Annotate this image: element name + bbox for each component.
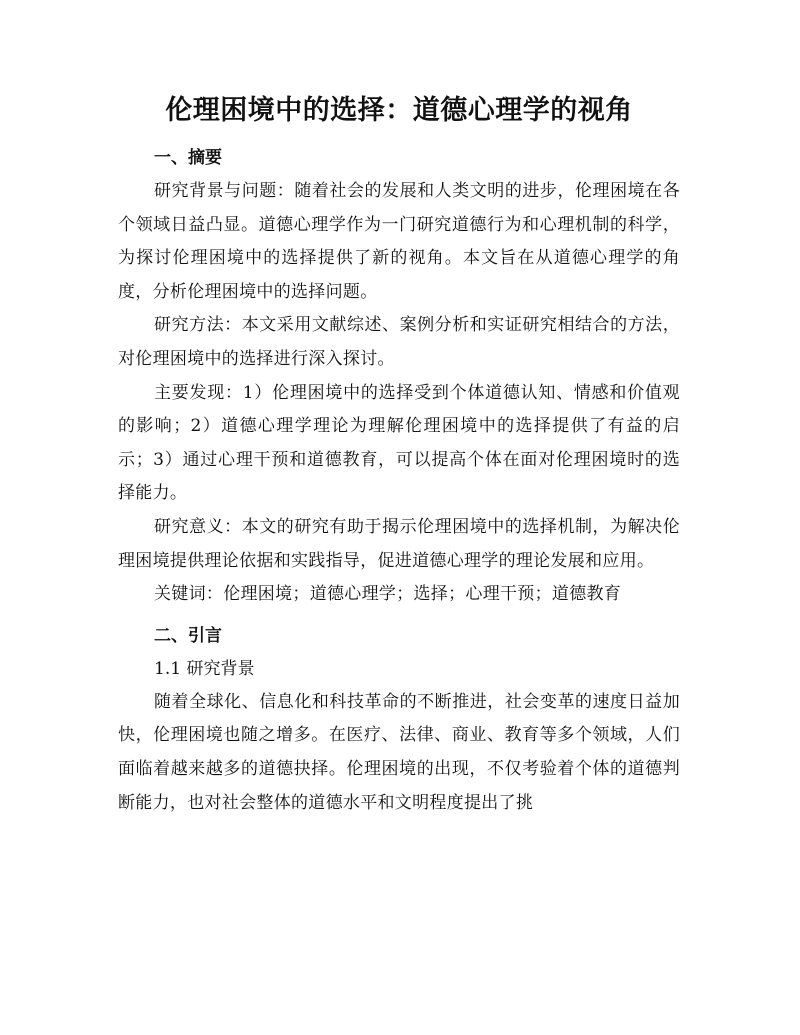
introduction-heading: 二、引言: [154, 625, 222, 646]
abstract-findings-paragraph: 主要发现：1）伦理困境中的选择受到个体道德认知、情感和价值观的影响；2）道德心理学理论为理解伦理困境中的选择提供了有益的启示；3）通过心理干预和道德教育，可以提高个体在面对伦理困境时的选择能力。: [118, 382, 680, 504]
abstract-heading: 一、摘要: [154, 148, 222, 168]
abstract-significance-paragraph: 研究意义：本文的研究有助于揭示伦理困境中的选择机制，为解决伦理困境提供理论依据和实践指导，促进道德心理学的理论发展和应用。: [118, 516, 680, 571]
keywords-line: 关键词：伦理困境；道德心理学；选择；心理干预；道德教育: [154, 584, 622, 605]
abstract-method-paragraph: 研究方法：本文采用文献综述、案例分析和实证研究相结合的方法，对伦理困境中的选择进行深入探讨。: [118, 315, 680, 369]
abstract-background-paragraph: 研究背景与问题：随着社会的发展和人类文明的进步，伦理困境在各个领域日益凸显。道德心理学作为一门研究道德行为和心理机制的科学，为探讨伦理困境中的选择提供了新的视角。本文旨在从道德心理学的角度，分析伦理困境中的选择问题。: [118, 181, 680, 302]
introduction-paragraph: 随着全球化、信息化和科技革命的不断推进，社会变革的速度日益加快，伦理困境也随之增多。在医疗、法律、商业、教育等多个领域，人们面临着越来越多的道德抉择。伦理困境的出现，不仅考验着个体的道德判断能力，也对社会整体的道德水平和文明程度提出了挑: [118, 691, 680, 813]
document-title: 伦理困境中的选择：道德心理学的视角: [165, 95, 633, 126]
document-page: [118, 88, 680, 820]
research-background-subheading: 1.1 研究背景: [154, 658, 255, 679]
